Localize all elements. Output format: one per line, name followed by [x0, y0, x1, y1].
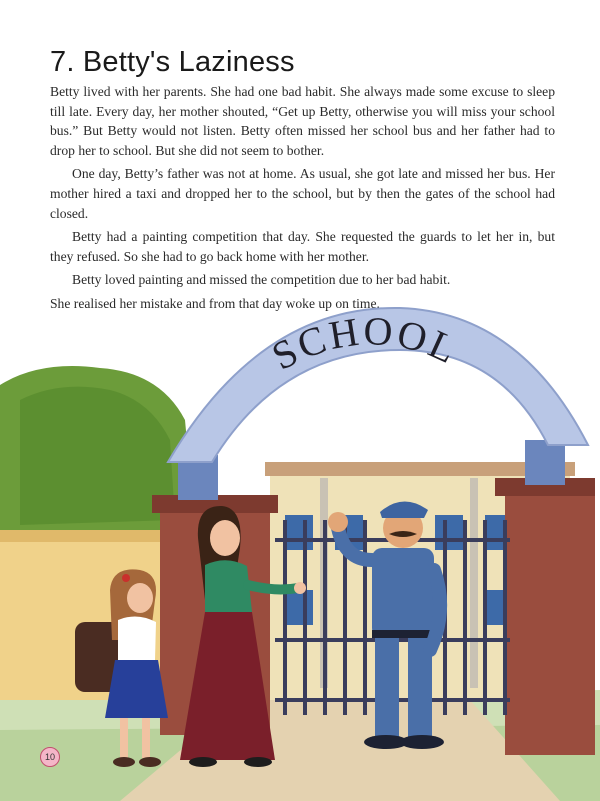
story-paragraph: Betty had a painting competition that day. She requested the guards to let her in, but they refused. So she had to go back home with her mother.	[50, 229, 555, 264]
story-paragraph: She realised her mistake and from that day woke up on time.	[50, 295, 380, 311]
school-gate-illustration	[0, 306, 600, 801]
arch-sign: SCHOOL	[264, 307, 466, 379]
page-number-badge: 10	[40, 747, 60, 767]
story-paragraph: Betty lived with her parents. She had one bad habit. She always made some excuse to sleep till late. Every day, her mother shouted, “Get up Betty, otherwise you will miss your school bus.” But Betty would not listen. Betty often missed her school bus and her father had to drop her to school. But she did not seem to bother.	[50, 84, 555, 158]
arch-right-post	[525, 440, 565, 485]
story-text	[50, 82, 555, 318]
story-paragraph: One day, Betty’s father was not at home. As usual, she got late and missed her bus. Her mother hired a taxi and dropped her to the school, but by then the gates of the school had closed.	[50, 166, 555, 221]
story-paragraph: Betty loved painting and missed the competition due to her bad habit.	[72, 272, 451, 288]
story-title: 7. Betty's Laziness	[50, 46, 295, 78]
right-pillar	[505, 490, 595, 755]
